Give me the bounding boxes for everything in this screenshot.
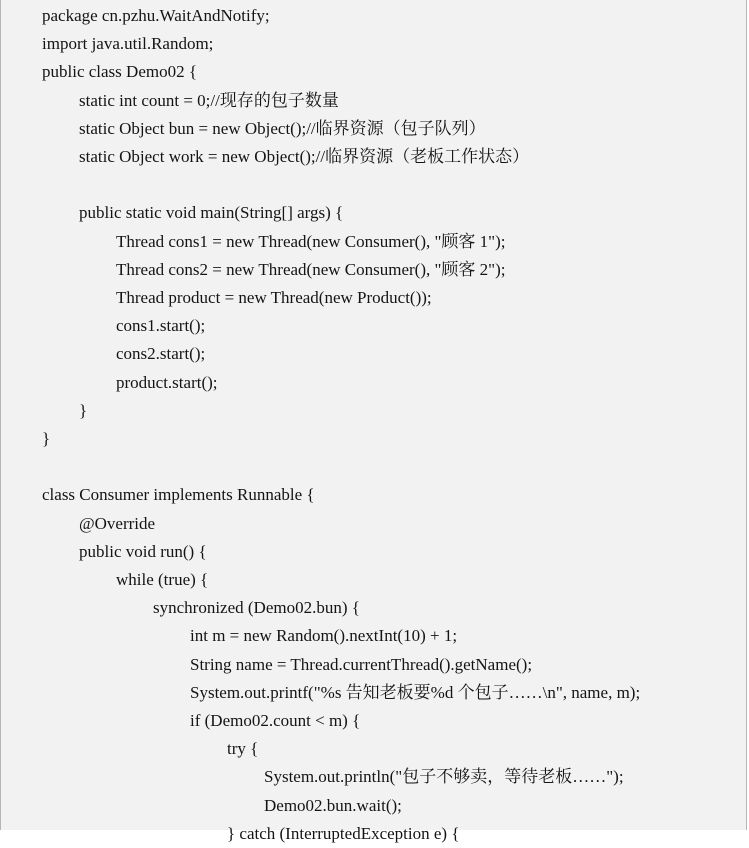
code-line: package cn.pzhu.WaitAndNotify; (42, 6, 270, 25)
code-line: System.out.println("包子不够卖，等待老板……"); (264, 767, 624, 787)
code-line: synchronized (Demo02.bun) { (153, 598, 360, 618)
code-line: try { (227, 739, 259, 759)
code-line: while (true) { (116, 570, 209, 589)
code-line: static int count = 0;//现存的包子数量 (79, 90, 339, 110)
code-line: if (Demo02.count < m) { (190, 711, 361, 730)
code-line: @Override (79, 513, 156, 533)
code-line: public void run() { (79, 541, 207, 561)
code-line: System.out.printf("%s 告知老板要%d 个包子……\n", name, m); (190, 682, 641, 702)
code-line: int m = new Random().nextInt(10) + 1; (190, 626, 458, 646)
code-line: Thread cons1 = new Thread(new Consumer(), "顾客 1"); (116, 231, 506, 251)
code-line: static Object bun = new Object();//临界资源（包子队列） (79, 118, 486, 138)
code-line: public static void main(String[] args) { (79, 203, 344, 223)
code-line: public class Demo02 { (42, 62, 197, 82)
code-line: String name = Thread.currentThread().getName(); (190, 654, 533, 674)
code-line: product.start(); (116, 372, 218, 392)
code-line: Thread product = new Thread(new Product()); (116, 288, 432, 307)
code-line: Thread cons2 = new Thread(new Consumer(), "顾客 2"); (116, 259, 506, 279)
code-line: } catch (InterruptedException e) { (227, 823, 460, 843)
code-line: cons2.start(); (116, 344, 206, 364)
code-line: import java.util.Random; (42, 34, 214, 54)
code-line: } (42, 429, 51, 448)
code-line: class Consumer implements Runnable { (42, 485, 315, 505)
code-line: Demo02.bun.wait(); (264, 795, 402, 815)
code-line: } (79, 400, 88, 420)
code-line: cons1.start(); (116, 316, 206, 336)
code-line: static Object work = new Object();//临界资源（老板工作状态） (79, 147, 530, 166)
